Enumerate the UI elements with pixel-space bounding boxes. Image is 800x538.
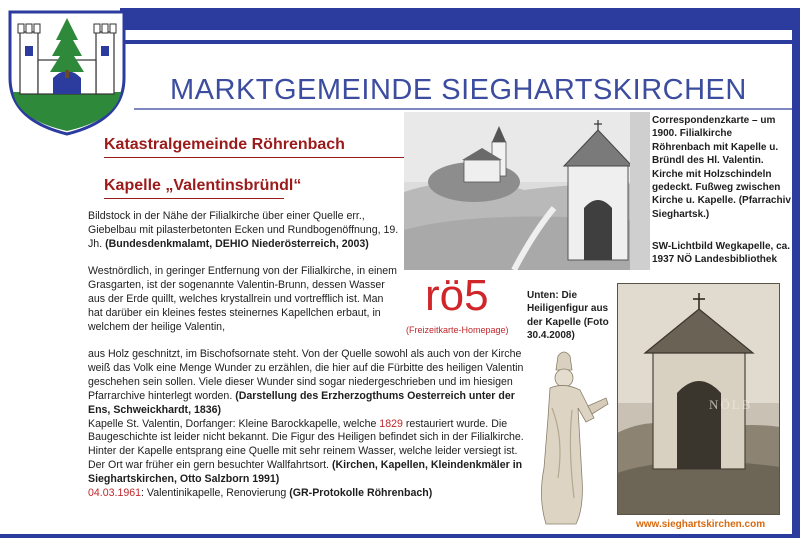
postcard-caption: Correspondenzkarte – um 1900. Filialkirche Röhrenbach mit Kapelle u. Bründl des Hl. Valentin. Kirche mit Holzschindeln gedeckt. Fußweg zwischen Kirche u. Kapelle. (Pfarrachiv Sieghartsk.) <box>652 115 791 220</box>
frame-top <box>0 0 800 8</box>
location-code-note: (Freizeitkarte-Homepage) <box>406 325 509 335</box>
saint-figure-photo <box>528 348 614 528</box>
kapelle-underline <box>104 198 284 199</box>
renovation-date: 04.03.1961 <box>88 487 142 500</box>
sw-photo-caption: SW-Lichtbild Wegkapelle, ca. 1937 NÖ Landesbibliothek <box>652 241 790 266</box>
frame-right <box>792 8 800 538</box>
katastral-heading: Katastralgemeinde Röhrenbach <box>104 136 345 153</box>
header-band <box>120 8 800 30</box>
frame-bottom <box>0 534 800 538</box>
header-band-line <box>120 40 800 44</box>
kapelle-heading: Kapelle „Valentinsbründl“ <box>104 177 302 194</box>
statue-caption: Unten: Die Heiligenfigur aus der Kapelle (Foto 30.4.2008) <box>527 290 609 342</box>
title-divider <box>134 108 792 110</box>
restoration-year: 1829 <box>379 417 403 430</box>
schweickhardt-paragraph-start: Westnördlich, in geringer Entfernung von der Filialkirche, in einem Grasgarten, ist der sogenannte Valentin-Brunn, dessen Wasser aus der Erde quillt, welches krystallrein und vortrefflich ist. Man hat darüber ein kleines festes steinernes Kapellchen erbaut, in welchem der heilige Valentin, <box>88 265 397 333</box>
dehio-paragraph: Bildstock in der Nähe der Filialkirche über einer Quelle err., Giebelbau mit pilasterbetonten Ecken und Rundbogenöffnung, 19. Jh. (Bundesdenkmalamt, DEHIO Niederösterreich, 2003) <box>88 210 399 250</box>
header-band-gap <box>120 30 800 40</box>
page-title: MARKTGEMEINDE SIEGHARTSKIRCHEN <box>170 74 747 106</box>
postcard-photo <box>404 112 650 270</box>
coat-of-arms-icon <box>6 8 128 136</box>
history-paragraph: aus Holz geschnitzt, im Bischofsornate steht. Von der Quelle sowohl als auch von der Kirche weiß das Volk eine Menge Wunder zu erzählen, die hier auf die Fürbitte des heiligen Valentin geschehen sein sollen. Viele dieser Wunder sind sogar niedergeschrieben und im hiesigen Pfarrarchive hinterlegt worden. (Darstellung des Erzherzogthums Oesterreich unter der Ens, Schweickhardt, 1836) Kapelle St. Valentin, Dorfanger: Kleine Barockkapelle, welche 1829 restauriert wurde. Die Baugeschichte ist leider nicht bekannt. Die Figur des Heiligen befindet sich in der Filialkirche. Hinter der Kapelle entsprang eine Quelle mit sehr reinem Wasser, welche leider versiegt ist. Der Ort war früher ein gern besuchter Wallfahrtsort. (Kirchen, Kapellen, Kleindenkmäler in Sieghartskirchen, Otto Salzborn 1991) 04.03.1961: Valentinikapelle, Renovierung (GR-Protokolle Röhrenbach) <box>88 348 524 500</box>
chapel-photo <box>617 283 780 515</box>
location-code: rö5 <box>425 271 489 320</box>
website-link[interactable]: www.sieghartskirchen.com <box>636 519 766 530</box>
katastral-underline <box>104 157 404 158</box>
photo-watermark: NÖLB <box>709 397 753 412</box>
